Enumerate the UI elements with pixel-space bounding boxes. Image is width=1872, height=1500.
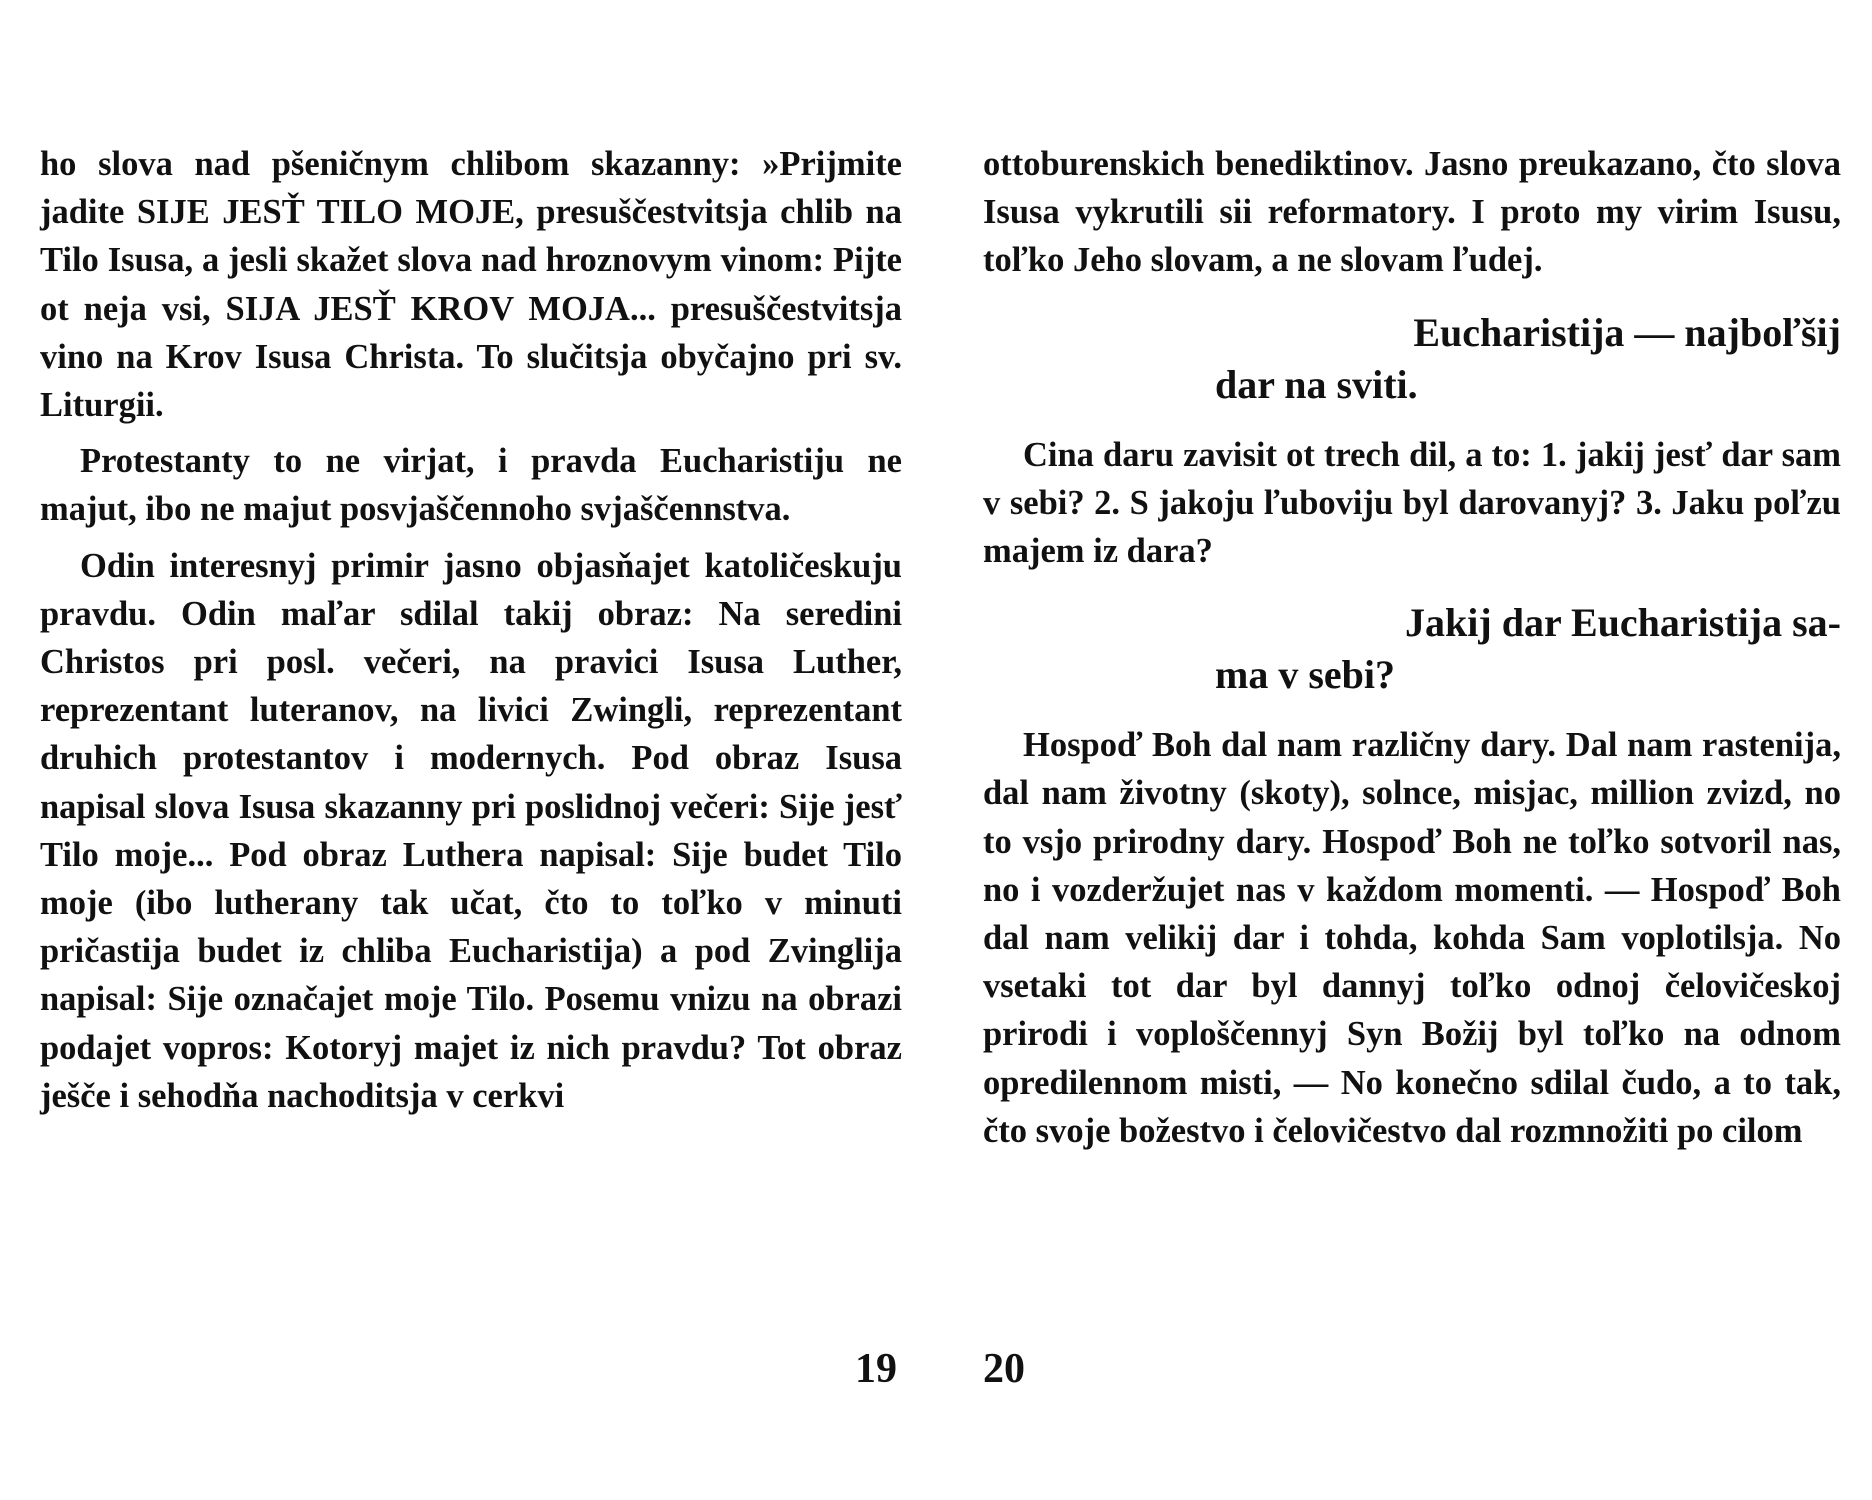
page-number-right: 20 [983,1346,1025,1392]
right-paragraph-1: ottoburenskich benediktinov. Jasno preukazano, čto slova Isusa vykrutili sii reformatory. I proto my virim Isusu, toľko Jeho slovam, a ne slovam ľudej. [983,145,1841,280]
page-number-left: 19 [855,1346,897,1392]
left-page [40,140,902,1128]
section-heading-jakij-dar [983,597,1841,701]
left-paragraph-3: Odin interesnyj primir jasno objasňajet katoličeskuju pravdu. Odin maľar sdilal takij obraz: Na seredini Christos pri posl. večeri, na pravici Isusa Luther, reprezentant luteranov, na livici Zwingli, reprezentant druhich protestantov i modernych. Pod obraz Isusa napisal slova Isusa skazanny pri poslidnoj večeri: Sije jesť Tilo moje... Pod obraz Luthera napisal: Sije budet Tilo moje (ibo lutherany tak učat, čto to toľko v minuti pričastija budet iz chliba Eucharistija) a pod Zvinglija napisal: Sije označajet moje Tilo. Posemu vnizu na obrazi podajet vopros: Kotoryj majet iz nich pravdu? Tot obraz ješče i sehodňa nachoditsja v cerkvi [40,546,902,1115]
section-heading-eucharistija [983,307,1841,411]
heading-line: Eucharistija — najboľšij [1413,309,1841,355]
right-paragraph-3: Hospoď Boh dal nam različny dary. Dal nam rastenija, dal nam životny (skoty), solnce, misjac, million zvizd, no to vsjo prirodny dary. Hospoď Boh ne toľko sotvoril nas, no i vozderžujet nas v každom momenti. — Hospoď Boh dal nam velikij dar i tohda, kohda Sam voplotilsja. No vsetaki tot dar byl dannyj toľko odnoj čelovičeskoj prirodi i voploščennyj Syn Božij byl toľko na odnom opredilennom misti, — No konečno sdilal čudo, a to tak, čto svoje božestvo i čelovičestvo dal rozmnožiti po cilom [983,726,1841,1150]
heading-line: ma v sebi? [1215,652,1395,698]
left-paragraph-2: Protestanty to ne virjat, i pravda Eucharistiju ne majut, ibo ne majut posvjaščennoho svjaščennstva. [40,442,902,529]
heading-line: dar na sviti. [1215,361,1418,407]
heading-line: Jakij dar Eucharistija sa- [1405,600,1841,646]
left-paragraph-1: ho slova nad pšeničnym chlibom skazanny: »Prijmite jadite SIJE JESŤ TILO MOJE, presuščestvitsja chlib na Tilo Isusa, a jesli skažet slova nad hroznovym vinom: Pijte ot neja vsi, SIJA JESŤ KROV MOJA... presuščestvitsja vino na Krov Isusa Christa. To slučitsja obyčajno pri sv. Liturgii. [40,145,902,425]
right-paragraph-2: Cina daru zavisit ot trech dil, a to: 1. jakij jesť dar sam v sebi? 2. S jakoju ľuboviju byl darovanyj? 3. Jaku poľzu majem iz dara? [983,435,1841,571]
right-page [983,140,1841,1163]
